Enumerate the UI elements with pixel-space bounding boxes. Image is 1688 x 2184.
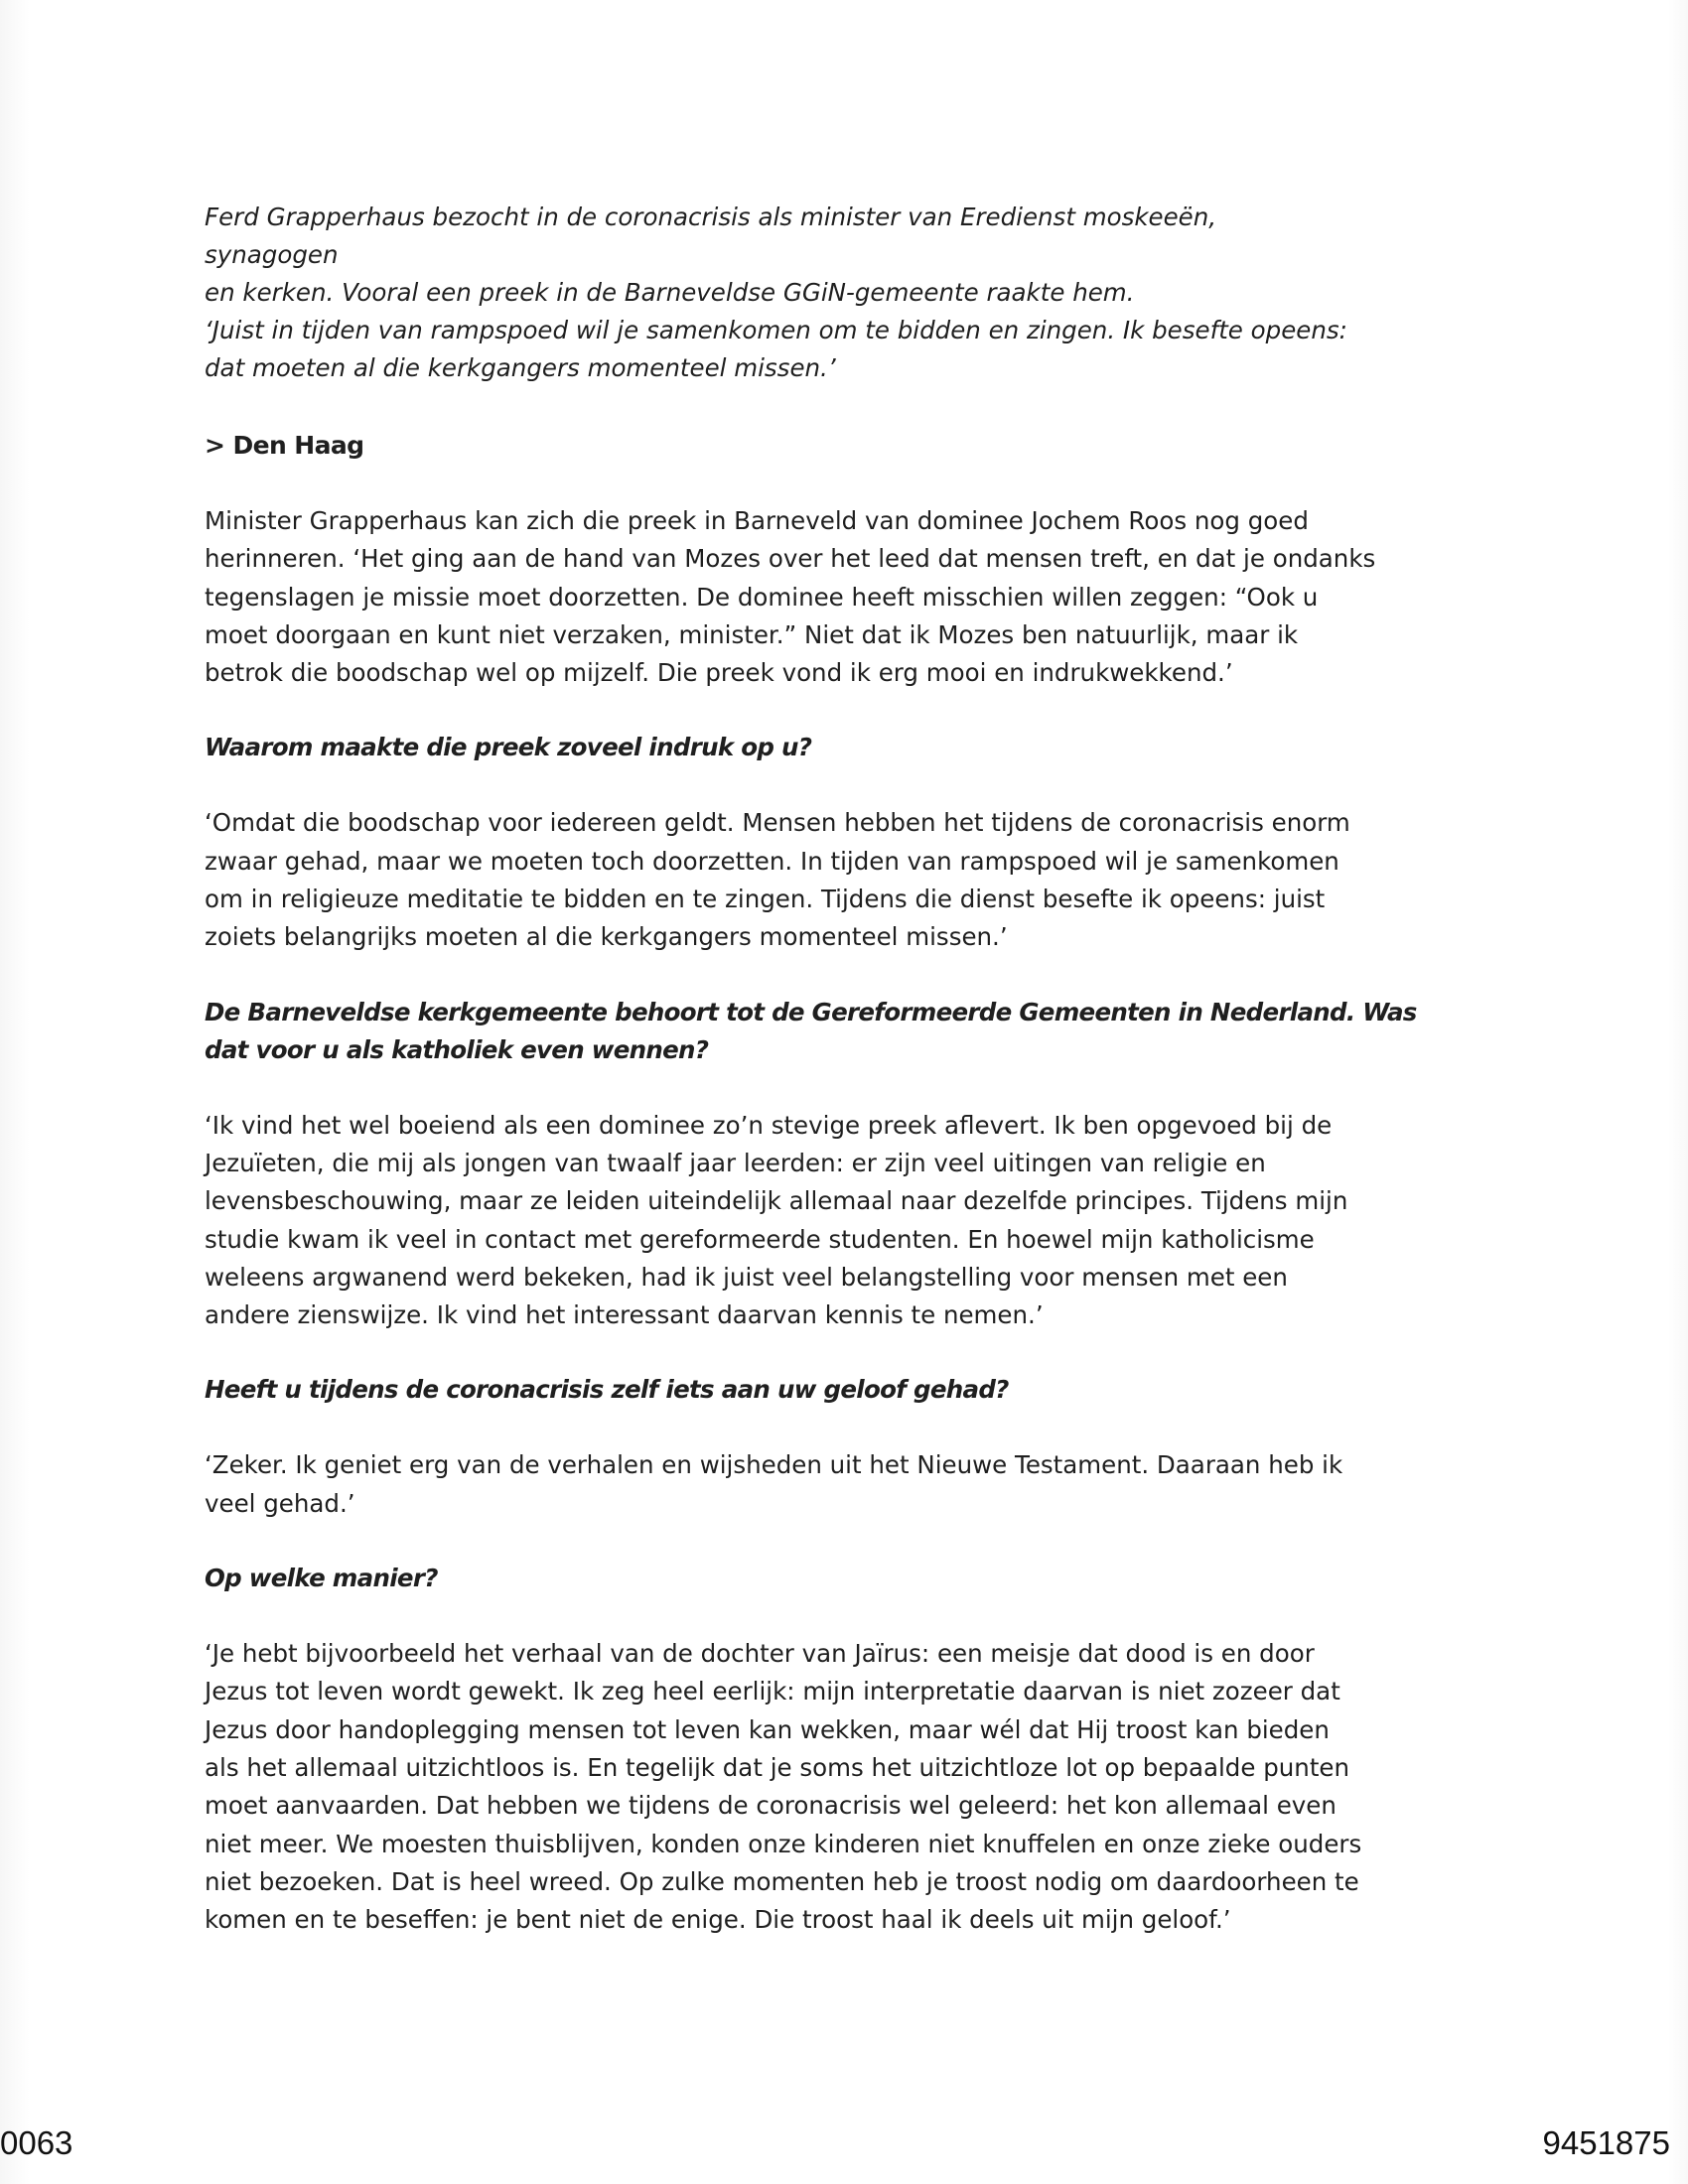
section-heading: > Den Haag <box>205 431 364 460</box>
paragraph-line: Minister Grapperhaus kan zich die preek in Barneveld van dominee Jochem Roos nog goed <box>205 506 1309 535</box>
paragraph-line: levensbeschouwing, maar ze leiden uiteindelijk allemaal naar dezelfde principes. Tijdens mijn <box>205 1186 1348 1216</box>
paragraph-line: komen en te beseffen: je bent niet de enige. Die troost haal ik deels uit mijn geloof.’ <box>205 1905 1231 1935</box>
answer-paragraph <box>205 804 1356 956</box>
paragraph-line: moet aanvaarden. Dat hebben we tijdens de coronacrisis wel geleerd: het kon allemaal even <box>205 1791 1336 1821</box>
document-id: 9451875 <box>1542 2124 1670 2161</box>
paragraph-line: andere zienswijze. Ik vind het interessant daarvan kennis te nemen.’ <box>205 1300 1044 1330</box>
intro-line: dat moeten al die kerkgangers momenteel missen.’ <box>205 353 836 382</box>
interview-question <box>205 994 1417 1069</box>
paragraph-line: weleens argwanend werd bekeken, had ik juist veel belangstelling voor mensen met een <box>205 1262 1288 1292</box>
answer-paragraph <box>205 1635 1362 1939</box>
paragraph-line: Jezus tot leven wordt gewekt. Ik zeg heel eerlijk: mijn interpretatie daarvan is niet zozeer dat <box>205 1677 1340 1706</box>
paragraph-line: ‘Omdat die boodschap voor iedereen geldt. Mensen hebben het tijdens de coronacrisis enorm <box>205 808 1350 838</box>
paragraph-line: om in religieuze meditatie te bidden en te zingen. Tijdens die dienst besefte ik opeens: juist <box>205 885 1326 914</box>
interview-blocks <box>205 502 1417 1939</box>
intro-line: Ferd Grapperhaus bezocht in de coronacrisis als minister van Eredienst moskeeën, synagogen <box>205 203 1217 269</box>
answer-paragraph <box>205 502 1376 692</box>
page-number: 0063 <box>0 2124 73 2161</box>
paragraph-line: niet bezoeken. Dat is heel wreed. Op zulke momenten heb je troost nodig om daardoorheen te <box>205 1866 1359 1896</box>
paragraph-line: veel gehad.’ <box>205 1488 355 1518</box>
intro-paragraph <box>205 199 1356 387</box>
intro-line: en kerken. Vooral een preek in de Barneveldse GGiN-gemeente raakte hem. <box>205 278 1135 307</box>
paragraph-line: studie kwam ik veel in contact met gereformeerde studenten. En hoewel mijn katholicisme <box>205 1224 1315 1254</box>
paragraph-line: ‘Ik vind het wel boeiend als een dominee zo’n stevige preek aflevert. Ik ben opgevoed bij de <box>205 1110 1333 1140</box>
paragraph-line: ‘Je hebt bijvoorbeeld het verhaal van de dochter van Jaïrus: een meisje dat dood is en door <box>205 1639 1315 1669</box>
paragraph-line: tegenslagen je missie moet doorzetten. De dominee heeft misschien willen zeggen: “Ook u <box>205 582 1319 612</box>
question-line: De Barneveldse kerkgemeente behoort tot de Gereformeerde Gemeenten in Nederland. Was <box>205 997 1417 1026</box>
article-body <box>205 199 1417 1976</box>
paragraph-line: herinneren. ‘Het ging aan de hand van Mozes over het leed dat mensen treft, en dat je ondanks <box>205 544 1376 574</box>
paragraph-line: moet doorgaan en kunt niet verzaken, minister.” Niet dat ik Mozes ben natuurlijk, maar ik <box>205 619 1299 649</box>
paragraph-line: ‘Zeker. Ik geniet erg van de verhalen en wijsheden uit het Nieuwe Testament. Daaraan heb ik <box>205 1450 1343 1480</box>
paragraph-line: zoiets belangrijks moeten al die kerkgangers momenteel missen.’ <box>205 922 1008 952</box>
paragraph-line: betrok die boodschap wel op mijzelf. Die preek vond ik erg mooi en indrukwekkend.’ <box>205 658 1233 688</box>
answer-paragraph <box>205 1446 1356 1523</box>
interview-question <box>205 729 1356 766</box>
interview-question <box>205 1560 1356 1597</box>
interview-question <box>205 1371 1356 1409</box>
paragraph-line: zwaar gehad, maar we moeten toch doorzetten. In tijden van rampspoed wil je samenkomen <box>205 846 1339 876</box>
answer-paragraph <box>205 1107 1356 1335</box>
paragraph-line: als het allemaal uitzichtloos is. En tegelijk dat je soms het uitzichtloze lot op bepaalde punten <box>205 1752 1350 1782</box>
paragraph-line: Jezus door handoplegging mensen tot leven kan wekken, maar wél dat Hij troost kan bieden <box>205 1714 1330 1744</box>
question-line: dat voor u als katholiek even wennen? <box>205 1034 709 1064</box>
paragraph-line: Jezuïeten, die mij als jongen van twaalf jaar leerden: er zijn veel uitingen van religie en <box>205 1148 1266 1177</box>
question-line: Op welke manier? <box>205 1564 438 1593</box>
question-line: Waarom maakte die preek zoveel indruk op u? <box>205 733 812 762</box>
paragraph-line: niet meer. We moesten thuisblijven, konden onze kinderen niet knuffelen en onze zieke ouders <box>205 1829 1362 1858</box>
question-line: Heeft u tijdens de coronacrisis zelf iets aan uw geloof gehad? <box>205 1375 1009 1405</box>
intro-line: ‘Juist in tijden van rampspoed wil je samenkomen om te bidden en zingen. Ik besefte opeens: <box>205 316 1347 344</box>
